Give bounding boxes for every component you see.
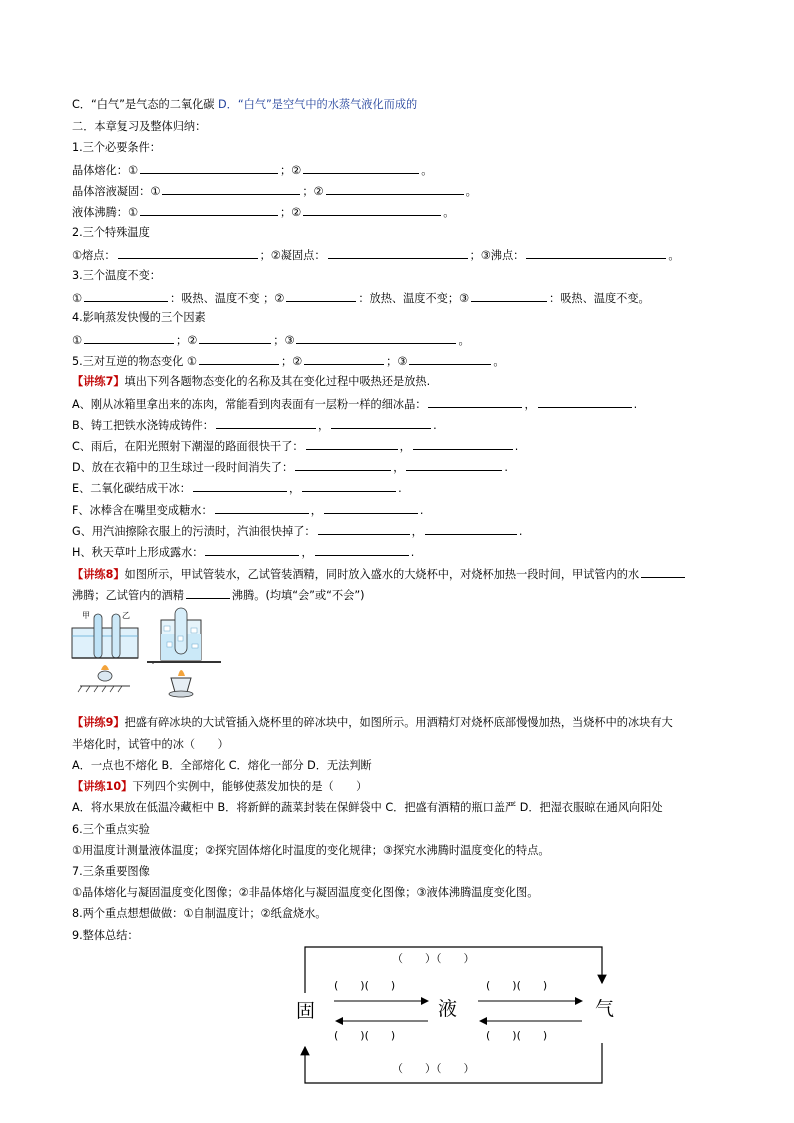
item-1-heading: 1.三个必要条件： [72,141,161,154]
exercise-7-d: D、放在衣箱中的卫生球过一段时间消失了： ， . [72,458,508,475]
answer-blank[interactable] [84,289,168,302]
option-c-d [72,97,417,112]
desublimation-blank[interactable]: （ ）（ ） [392,1062,475,1075]
answer-blank[interactable] [193,479,287,492]
answer-blank[interactable] [315,543,409,556]
solid-label: 固 [296,1000,316,1022]
temp-constant-line: ① ：吸热、温度不变 ；② ：放热、温度不变；③ ：吸热、温度不变。 [72,289,650,306]
exercise-7-c: C、雨后，在阳光照射下潮湿的路面很快干了： ， . [72,437,518,454]
crystal-melting-line: 晶体熔化：① ；② 。 [72,161,432,178]
option-c: C．“白气”是气态的二氧化碳 [72,98,219,111]
answer-blank[interactable] [140,203,278,216]
melting-blank[interactable]: ( )( ) [334,979,396,992]
exercise-7-b: B、铸工把铁水浇铸成铸件： ， . [72,416,437,433]
answer-blank[interactable] [295,458,391,471]
sublimation-blank[interactable]: （ ）（ ） [392,952,475,965]
answer-blank[interactable] [425,522,517,535]
label-jia: 甲 [82,611,90,620]
exercise-tag: 【讲练8】 [72,568,125,581]
answer-blank[interactable] [205,543,299,556]
answer-blank[interactable] [328,246,468,259]
answer-blank[interactable] [324,501,418,514]
item-3-heading: 3.三个温度不变： [72,269,161,282]
answer-blank[interactable] [199,352,279,365]
solidification-blank[interactable]: ( )( ) [334,1029,396,1042]
special-temps-line: ①熔点： ；②凝固点： ；③沸点： 。 [72,246,680,263]
answer-blank[interactable] [162,182,300,195]
reversible-changes-line: 5.三对互逆的物态变化 ① ；② ；③ 。 [72,352,505,369]
gas-label: 气 [595,998,615,1020]
item-9-heading: 9.整体总结： [72,929,139,942]
answer-blank[interactable] [409,352,491,365]
answer-blank[interactable] [471,289,547,302]
liquefaction-blank[interactable]: ( )( ) [486,1029,548,1042]
answer-blank[interactable] [215,501,309,514]
answer-blank[interactable] [303,161,419,174]
state-change-diagram [290,935,620,1090]
item-7-content: ①晶体熔化与凝固温度变化图像；②非晶体熔化与凝固温度变化图像；③液体沸腾温度变化图。 [72,886,539,899]
exercise-9-text: 【讲练9】把盛有碎冰块的大试管插入烧杯里的碎冰块中，如图所示。用酒精灯对烧杯底部慢慢加热，当烧杯中的冰块有大 [72,716,673,729]
item-6-heading: 6.三个重点实验 [72,823,150,836]
answer-blank[interactable] [199,331,271,344]
answer-blank[interactable] [216,416,316,429]
exercise-7-e: E、二氧化碳结成干冰： ， . [72,479,402,496]
answer-blank[interactable] [304,352,384,365]
exercise-9-text-2: 半熔化时，试管中的冰（ ） [72,738,229,751]
answer-blank[interactable] [296,331,456,344]
answer-blank[interactable] [140,161,278,174]
label-yi: 乙 [122,611,130,620]
item-8-content: 8.两个重点想想做做：①自制温度计；②纸盒烧水。 [72,907,327,920]
answer-blank[interactable] [84,331,174,344]
liquid-boiling-line: 液体沸腾：① ；② 。 [72,203,454,220]
exercise-7-f: F、冰棒含在嘴里变成糖水： ， . [72,501,423,518]
section-two-heading: 二．本章复习及整体归纳： [72,120,207,133]
exercise-7-g: G、用汽油擦除衣服上的污渍时，汽油很快掉了： ， . [72,522,522,539]
item-4-heading: 4.影响蒸发快慢的三个因素 [72,311,206,324]
test-tube-figure [70,608,142,700]
ice-beaker-figure [145,606,225,704]
exercise-tag: 【讲练7】 [72,375,125,388]
answer-blank[interactable] [318,522,410,535]
exercise-10-options: A．将水果放在低温冷藏柜中 B．将新鲜的蔬菜封装在保鲜袋中 C．把盛有酒精的瓶口盖严 D．把湿衣服晾在通风向阳处 [72,801,663,814]
vaporization-blank[interactable]: ( )( ) [486,979,548,992]
answer-blank[interactable] [306,437,398,450]
answer-blank[interactable] [428,395,522,408]
answer-blank[interactable] [526,246,666,259]
crystal-solidify-line: 晶体溶液凝固：① ；② 。 [72,182,477,199]
answer-blank[interactable] [303,203,441,216]
exercise-tag: 【讲练9】 [72,716,125,729]
evaporation-factors-line: ① ；② ；③ 。 [72,331,470,348]
exercise-8-text-2: 沸腾；乙试管内的酒精 沸腾。(均填“会”或“不会”) [72,586,365,603]
exercise-7-heading: 【讲练7】填出下列各题物态变化的名称及其在变化过程中吸热还是放热. [72,375,431,388]
item-7-heading: 7.三条重要图像 [72,865,150,878]
answer-blank[interactable] [641,565,685,578]
exercise-8-text: 【讲练8】如图所示，甲试管装水，乙试管装酒精，同时放入盛水的大烧杯中，对烧杯加热一段时间，甲试管内的水 [72,565,687,582]
answer-blank[interactable] [326,182,464,195]
exercise-7-a: A、刚从冰箱里拿出来的冻肉，常能看到肉表面有一层粉一样的细冰晶： ， . [72,395,637,412]
exercise-tag: 【讲练10】 [72,780,133,793]
answer-blank[interactable] [302,479,396,492]
answer-blank[interactable] [286,289,356,302]
item-6-content: ①用温度计测量液体温度；②探究固体熔化时温度的变化规律；③探究水沸腾时温度变化的特点。 [72,844,550,857]
exercise-7-h: H、秋天草叶上形成露水： ， . [72,543,414,560]
answer-blank[interactable] [413,437,513,450]
option-d: D．“白气”是空气中的水蒸气液化而成的 [218,98,418,111]
answer-blank[interactable] [538,395,632,408]
answer-blank[interactable] [406,458,502,471]
answer-blank[interactable] [331,416,431,429]
exercise-9-options: A．一点也不熔化 B．全部熔化 C．熔化一部分 D．无法判断 [72,759,372,772]
liquid-label: 液 [438,998,458,1020]
answer-blank[interactable] [186,586,230,599]
item-2-heading: 2.三个特殊温度 [72,226,150,239]
answer-blank[interactable] [118,246,258,259]
exercise-10-text: 【讲练10】下列四个实例中，能够使蒸发加快的是（ ） [72,780,368,793]
